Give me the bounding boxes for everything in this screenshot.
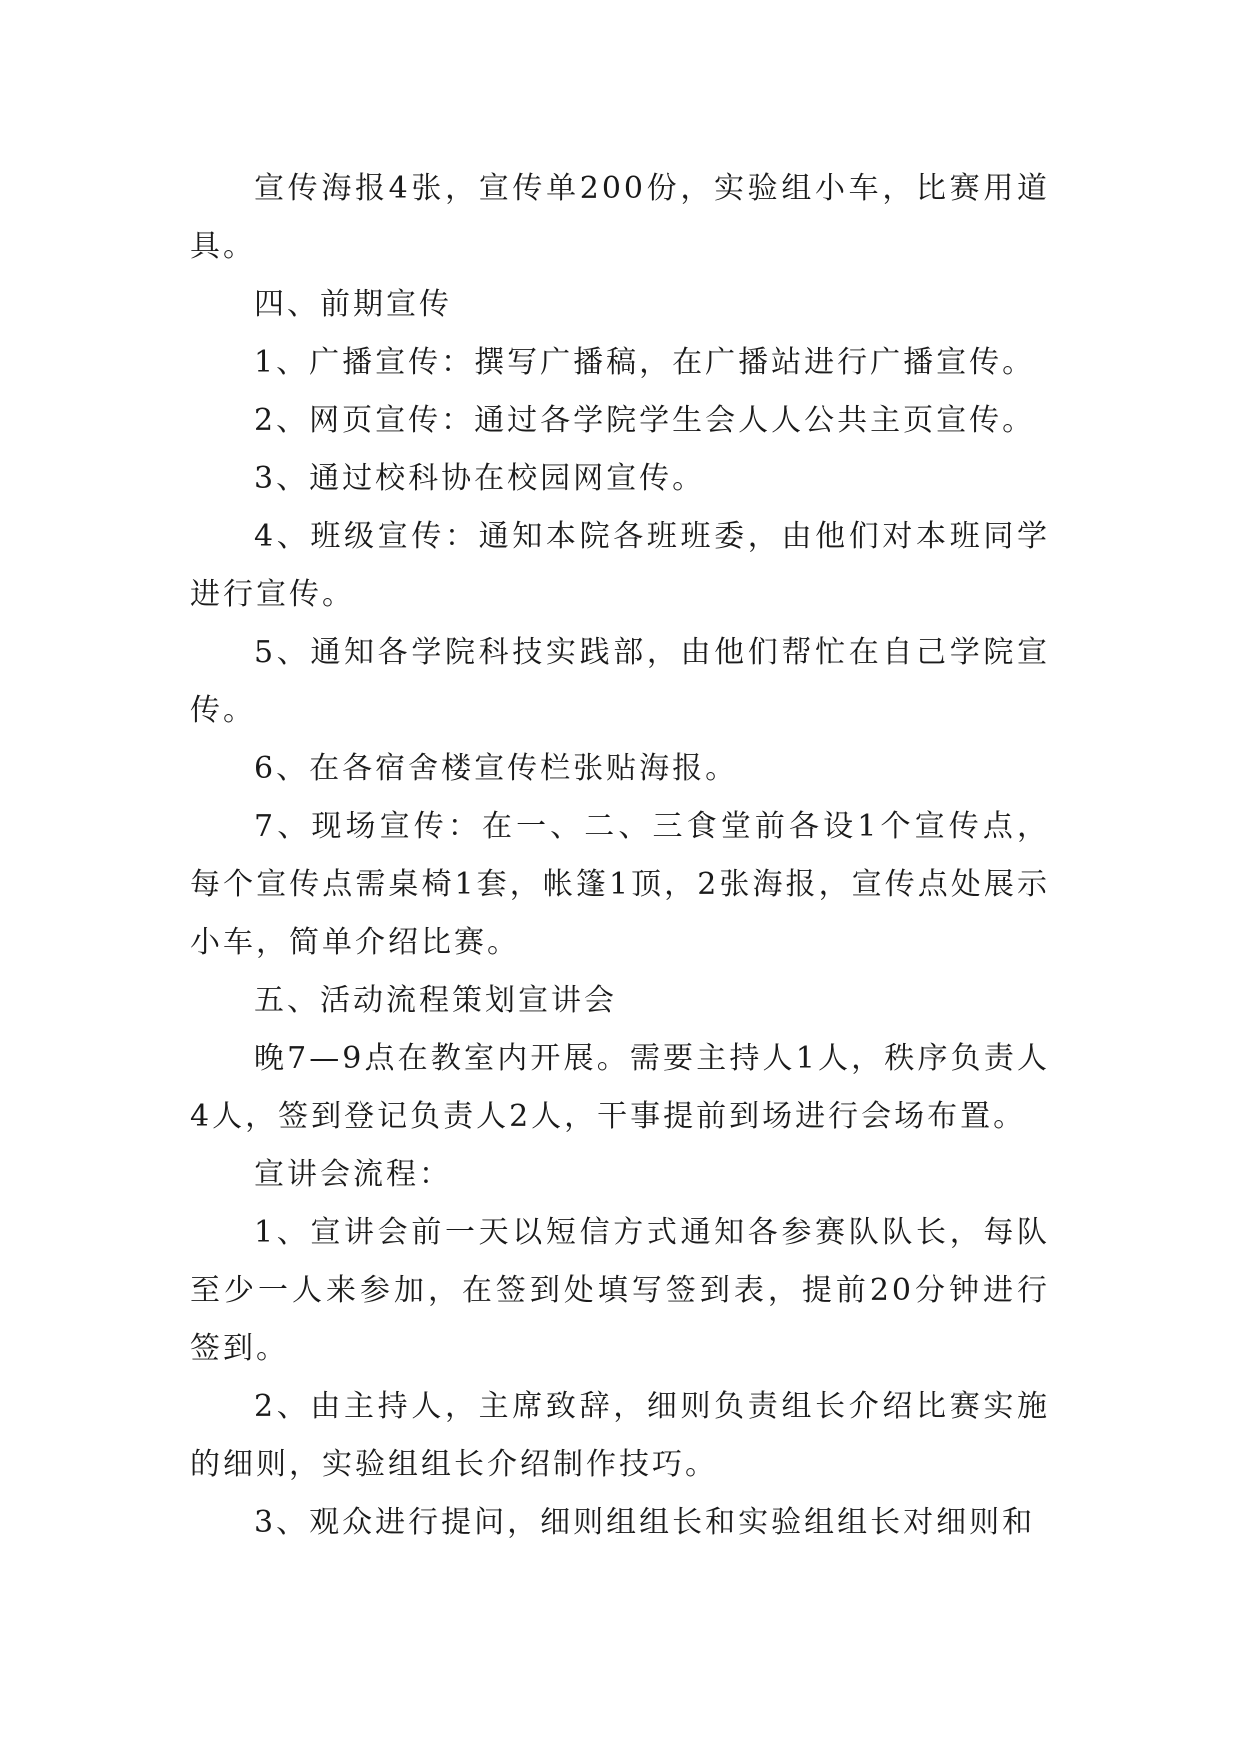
list-item-campus-net: 3、通过校科协在校园网宣传。 bbox=[254, 461, 706, 496]
list-item-onsite: 7、现场宣传：在一、二、三食堂前各设1个宣传点，每个宣传点需桌椅1套，帐篷1顶，2张海报，宣传点处展示小车，简单介绍比赛。 bbox=[190, 809, 1050, 960]
section-heading-process: 五、活动流程策划宣讲会 bbox=[254, 983, 617, 1018]
paragraph-materials: 宣传海报4张，宣传单200份，实验组小车，比赛用道具。 bbox=[190, 171, 1050, 264]
list-item-questions: 3、观众进行提问，细则组组长和实验组组长对细则和 bbox=[254, 1505, 1036, 1540]
list-item-class: 4、班级宣传：通知本院各班班委，由他们对本班同学进行宣传。 bbox=[190, 519, 1050, 612]
document-body bbox=[190, 160, 1050, 1552]
list-item-broadcast: 1、广播宣传：撰写广播稿，在广播站进行广播宣传。 bbox=[254, 345, 1036, 380]
list-item-webpage: 2、网页宣传：通过各学院学生会人人公共主页宣传。 bbox=[254, 403, 1036, 438]
list-item-posters: 6、在各宿舍楼宣传栏张贴海报。 bbox=[254, 751, 739, 786]
list-item-speeches: 2、由主持人，主席致辞，细则负责组长介绍比赛实施的细则，实验组组长介绍制作技巧。 bbox=[190, 1389, 1050, 1482]
section-heading-promotion: 四、前期宣传 bbox=[254, 287, 452, 322]
paragraph-schedule: 晚7—9点在教室内开展。需要主持人1人，秩序负责人4人，签到登记负责人2人，干事提前到场进行会场布置。 bbox=[190, 1041, 1050, 1134]
list-item-notice: 1、宣讲会前一天以短信方式通知各参赛队队长，每队至少一人来参加，在签到处填写签到表，提前20分钟进行签到。 bbox=[190, 1215, 1050, 1366]
list-item-departments: 5、通知各学院科技实践部，由他们帮忙在自己学院宣传。 bbox=[190, 635, 1050, 728]
subheading-briefing-process: 宣讲会流程： bbox=[254, 1157, 452, 1192]
